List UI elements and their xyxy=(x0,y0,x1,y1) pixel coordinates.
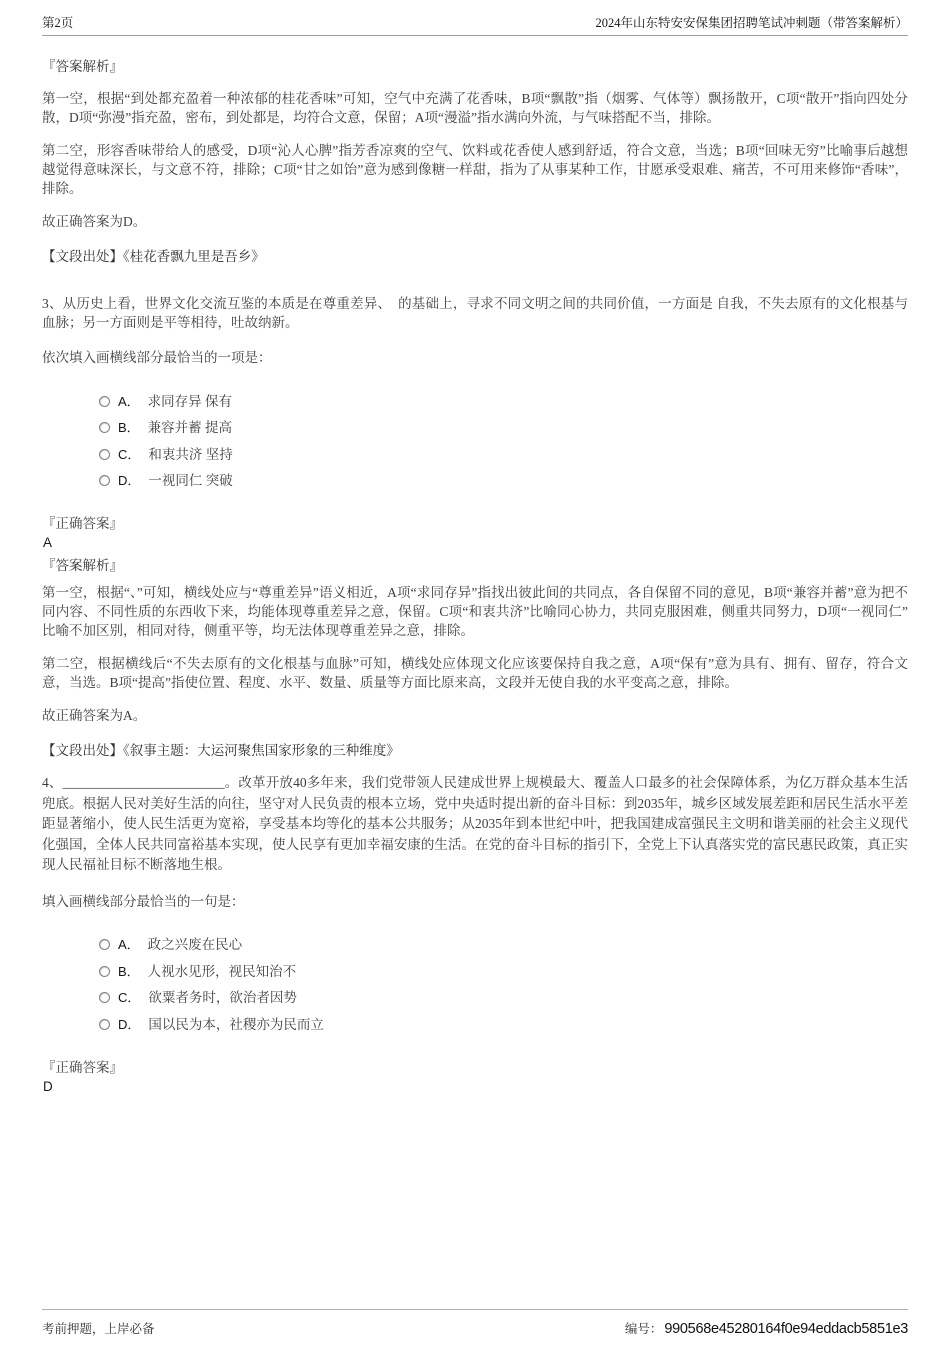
option-a[interactable] xyxy=(42,932,908,959)
question-3-stem: 3、从历史上看，世界文化交流互鉴的本质是在尊重差异、 的基础上，寻求不同文明之间的共同价值，一方面是 自我，不失去原有的文化根基与血脉；另一方面则是平等相待，吐故纳新。 xyxy=(42,296,908,330)
option-letter: B． xyxy=(118,963,140,979)
option-d[interactable] xyxy=(42,468,908,495)
option-text: 国以民为本，社稷亦为民而立 xyxy=(148,1016,324,1032)
option-c[interactable] xyxy=(42,985,908,1012)
analysis-paragraph-2: 第二空，形容香味带给人的感受，D项“沁人心脾”指芳香凉爽的空气、饮料或花香使人感到舒适，符合文意，当选；B项“回味无穷”比喻事后越想越觉得意味深长，与文意不符，排除；C项“甘之如饴”意为感到像糖一样甜，指为了从事某种工作，甘愿承受艰难、痛苦，不可用来修饰“香味”，排除。 xyxy=(42,143,908,196)
option-letter: A． xyxy=(118,393,140,409)
question-3-instruction: 依次填入画横线部分最恰当的一项是： xyxy=(42,350,272,365)
answer-conclusion: 故正确答案为D。 xyxy=(42,214,147,229)
radio-button-icon[interactable] xyxy=(99,966,110,977)
question-4-options xyxy=(42,932,908,1038)
q2-analysis-section xyxy=(42,57,908,266)
correct-answer-value: A xyxy=(43,535,53,550)
question-4-instruction: 填入画横线部分最恰当的一句是： xyxy=(42,893,245,909)
option-text: 兼容并蓄 提高 xyxy=(147,420,233,436)
radio-button-icon[interactable] xyxy=(99,422,110,433)
page-footer xyxy=(42,1309,908,1337)
radio-button-icon[interactable] xyxy=(99,1019,110,1030)
option-letter: D． xyxy=(118,473,141,489)
option-text: 政之兴废在民心 xyxy=(147,937,243,953)
question-4-stem: 4、________________________。改革开放40多年来，我们党带领人民建成世界上规模最大、覆盖人口最多的社会保障体系，为亿万群众基本生活兜底。根据人民对美好生活的向往，坚守对人民负责的根本立场，党中央适时提出新的奋斗目标：到2035年，城乡区域发展差距和居民生活水平差距显著缩小，使人民生活更为宽裕，享受基本均等化的基本公共服务；从2035年到本世纪中叶，把我国建成富强民主文明和谐美丽的社会主义现代化强国，全体人民共同富裕基本实现，使人民享有更加幸福安康的生活。在党的奋斗目标的指引下，全党上下认真落实党的富民惠民政策，真正实现人民福祉目标不断落地生根。 xyxy=(42,775,908,872)
question-3-section xyxy=(42,294,908,760)
page-number: 第2页 xyxy=(42,16,74,30)
option-a[interactable] xyxy=(42,388,908,415)
document-body xyxy=(42,36,908,1096)
radio-button-icon[interactable] xyxy=(99,396,110,407)
option-text: 欲粟者务时，欲治者因势 xyxy=(148,990,297,1006)
option-b[interactable] xyxy=(42,958,908,985)
radio-button-icon[interactable] xyxy=(99,939,110,950)
option-letter: C． xyxy=(118,990,141,1006)
page-header xyxy=(42,0,908,36)
analysis-paragraph-1: 第一空，根据“到处都充盈着一种浓郁的桂花香味”可知，空气中充满了花香味，B项“飘散”指（烟雾、气体等）飘扬散开，C项“散开”指向四处分散，D项“弥漫”指充盈，密布，到处都是，均符合文意，保留；A项“漫溢”指水满向外流，与气味搭配不当，排除。 xyxy=(42,91,908,125)
code-label: 编号： xyxy=(624,1322,663,1336)
analysis-heading: 『答案解析』 xyxy=(42,59,123,74)
analysis-heading: 『答案解析』 xyxy=(42,558,123,573)
option-b[interactable] xyxy=(42,415,908,442)
radio-button-icon[interactable] xyxy=(99,475,110,486)
passage-source: 【文段出处】《叙事主题：大运河聚焦国家形象的三种维度》 xyxy=(42,743,400,758)
option-text: 人视水见形，视民知治不 xyxy=(147,963,297,979)
option-text: 和衷共济 坚持 xyxy=(148,446,233,462)
option-text: 一视同仁 突破 xyxy=(148,473,233,489)
code-value: 990568e45280164f0e94eddacb5851e3 xyxy=(664,1321,908,1337)
option-letter: D． xyxy=(118,1016,141,1032)
footer-slogan: 考前押题，上岸必备 xyxy=(42,1322,155,1336)
correct-answer-heading: 『正确答案』 xyxy=(42,516,123,531)
passage-source: 【文段出处】《桂花香飘九里是吾乡》 xyxy=(42,249,265,264)
option-letter: B． xyxy=(118,420,140,436)
correct-answer-value: D xyxy=(43,1078,53,1094)
radio-button-icon[interactable] xyxy=(99,992,110,1003)
analysis-paragraph-1: 第一空，根据“、”可知，横线处应与“尊重差异”语义相近，A项“求同存异”指找出彼此间的共同点，各自保留不同的意见，B项“兼容并蓄”意为把不同内容、不同性质的东西收下来，均能体现尊重差异之意，保留。C项“和衷共济”比喻同心协力，共同克服困难，侧重共同努力，D项“一视同仁”比喻不加区别，相同对待，侧重平等，均无法体现尊重差异之意，排除。 xyxy=(42,585,908,638)
question-4-section xyxy=(42,773,908,1096)
analysis-paragraph-2: 第二空，根据横线后“不失去原有的文化根基与血脉”可知，横线处应体现文化应该要保持自我之意，A项“保有”意为具有、拥有、留存，符合文意，当选。B项“提高”指使位置、程度、水平、数量、质量等方面比原来高，文段并无使自我的水平变高之意，排除。 xyxy=(42,656,908,690)
correct-answer-heading: 『正确答案』 xyxy=(42,1059,123,1075)
option-letter: A． xyxy=(118,937,140,953)
option-c[interactable] xyxy=(42,441,908,468)
document-title: 2024年山东特安安保集团招聘笔试冲刺题（带答案解析） xyxy=(595,16,908,30)
radio-button-icon[interactable] xyxy=(99,449,110,460)
answer-conclusion: 故正确答案为A。 xyxy=(42,708,147,723)
question-3-options xyxy=(42,388,908,494)
document-code xyxy=(625,1319,908,1337)
option-text: 求同存异 保有 xyxy=(147,393,233,409)
option-d[interactable] xyxy=(42,1011,908,1038)
option-letter: C． xyxy=(118,446,141,462)
